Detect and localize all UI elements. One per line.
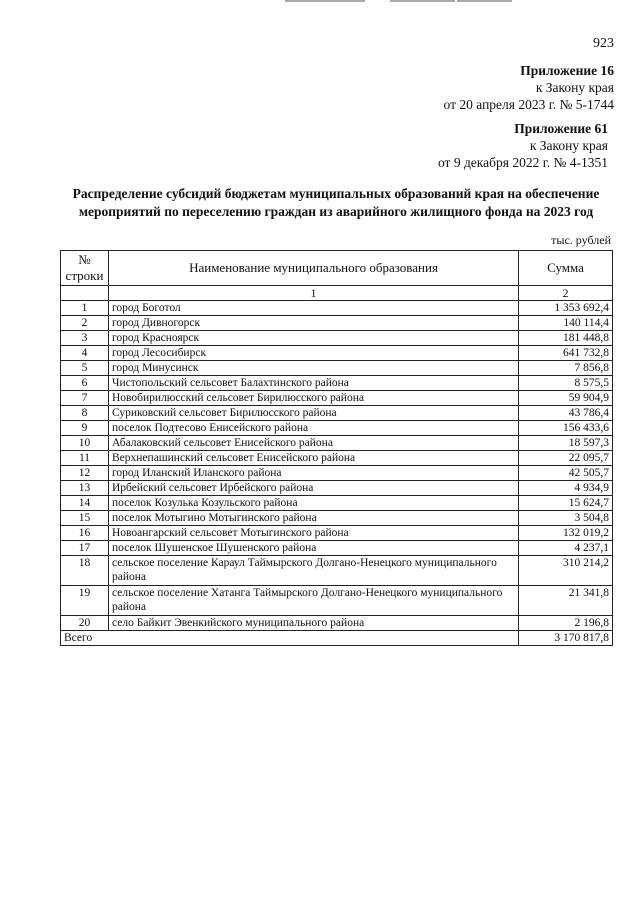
header-label: строки [65,268,104,283]
table-row [61,436,613,451]
column-index: 1 [109,286,519,301]
row-number: 14 [61,496,109,511]
municipality-name: поселок Подтесово Енисейского района [109,421,519,436]
municipality-name: Новоангарский сельсовет Мотыгинского района [109,526,519,541]
municipality-name: Чистопольский сельсовет Балахтинского района [109,376,519,391]
municipality-name: город Минусинск [109,361,519,376]
row-number: 9 [61,421,109,436]
row-number: 6 [61,376,109,391]
table-row [61,361,613,376]
table-row [61,301,613,316]
appendix-title: Приложение 16 [520,63,614,78]
header-label: № [78,252,91,267]
municipality-name: Новобирилюсский сельсовет Бирилюсского района [109,391,519,406]
subsidy-sum: 7 856,8 [519,361,613,376]
table-row [61,616,613,631]
table-row [61,376,613,391]
appendix-61-block [438,120,608,171]
subsidy-sum: 15 624,7 [519,496,613,511]
subsidy-sum: 140 114,4 [519,316,613,331]
municipality-name: поселок Мотыгино Мотыгинского района [109,511,519,526]
row-number: 5 [61,361,109,376]
total-label: Всего [61,631,519,646]
document-title [60,185,612,221]
table-row [61,316,613,331]
municipality-name: сельское поселение Хатанга Таймырского Долгано-Ненецкого муниципального района [109,586,519,616]
row-number: 8 [61,406,109,421]
table-row [61,466,613,481]
subsidy-sum: 4 934,9 [519,481,613,496]
row-number: 19 [61,586,109,616]
appendix-law-date: от 9 декабря 2022 г. № 4-1351 [437,155,608,170]
table-row [61,586,613,616]
table-row [61,481,613,496]
subsidy-sum: 1 353 692,4 [519,301,613,316]
header-municipality: Наименование муниципального образования [109,251,519,286]
subsidy-sum: 22 095,7 [519,451,613,466]
row-number: 20 [61,616,109,631]
document-title-line: мероприятий по переселению граждан из аварийного жилищного фонда на 2023 год [78,204,594,219]
municipality-name: Верхнепашинский сельсовет Енисейского района [109,451,519,466]
row-number: 10 [61,436,109,451]
subsidy-sum: 156 433,6 [519,421,613,436]
subsidy-sum: 43 786,4 [519,406,613,421]
appendix-16-block [444,62,614,113]
row-number: 4 [61,346,109,361]
municipality-name: Абалаковский сельсовет Енисейского района [109,436,519,451]
subsidy-table [60,250,613,646]
total-row [61,631,613,646]
row-number: 7 [61,391,109,406]
subsidy-sum: 2 196,8 [519,616,613,631]
table-row [61,451,613,466]
total-sum: 3 170 817,8 [519,631,613,646]
row-number: 1 [61,301,109,316]
column-index [61,286,109,301]
column-index: 2 [519,286,613,301]
appendix-law-ref: к Закону края [529,138,608,153]
row-number: 2 [61,316,109,331]
table-row [61,406,613,421]
row-number: 11 [61,451,109,466]
municipality-name: город Лесосибирск [109,346,519,361]
table-header-row [61,251,613,286]
column-index-row [61,286,613,301]
table-row [61,391,613,406]
row-number: 17 [61,541,109,556]
municipality-name: поселок Козулька Козульского района [109,496,519,511]
scan-edge-artifact [285,0,365,2]
row-number: 12 [61,466,109,481]
municipality-name: поселок Шушенское Шушенского района [109,541,519,556]
municipality-name: Ирбейский сельсовет Ирбейского района [109,481,519,496]
subsidy-sum: 18 597,3 [519,436,613,451]
table-row [61,421,613,436]
subsidy-sum: 132 019,2 [519,526,613,541]
table-row [61,511,613,526]
subsidy-sum: 3 504,8 [519,511,613,526]
page-number: 923 [593,36,614,51]
scan-edge-artifact [390,0,455,2]
subsidy-sum: 42 505,7 [519,466,613,481]
municipality-name: город Красноярск [109,331,519,346]
subsidy-sum: 181 448,8 [519,331,613,346]
table-row [61,496,613,511]
municipality-name: Суриковский сельсовет Бирилюсского района [109,406,519,421]
row-number: 3 [61,331,109,346]
subsidy-sum: 310 214,2 [519,556,613,586]
subsidy-sum: 59 904,9 [519,391,613,406]
subsidy-sum: 21 341,8 [519,586,613,616]
scan-edge-artifact [457,0,512,2]
table-row [61,331,613,346]
municipality-name: город Боготол [109,301,519,316]
row-number: 15 [61,511,109,526]
row-number: 16 [61,526,109,541]
header-sum: Сумма [519,251,613,286]
municipality-name: сельское поселение Караул Таймырского Долгано-Ненецкого муниципального района [109,556,519,586]
table-row [61,556,613,586]
subsidy-sum: 4 237,1 [519,541,613,556]
subsidy-sum: 8 575,5 [519,376,613,391]
row-number: 13 [61,481,109,496]
units-label: тыс. рублей [551,233,611,247]
appendix-law-date: от 20 апреля 2023 г. № 5-1744 [443,97,614,112]
appendix-law-ref: к Закону края [535,80,614,95]
municipality-name: село Байкит Эвенкийского муниципального района [109,616,519,631]
subsidy-sum: 641 732,8 [519,346,613,361]
municipality-name: город Иланский Иланского района [109,466,519,481]
row-number: 18 [61,556,109,586]
appendix-title: Приложение 61 [514,121,608,136]
table-row [61,541,613,556]
table-row [61,346,613,361]
municipality-name: город Дивногорск [109,316,519,331]
header-row-number [61,251,109,286]
table-row [61,526,613,541]
document-title-line: Распределение субсидий бюджетам муниципальных образований края на обеспечение [72,186,600,201]
